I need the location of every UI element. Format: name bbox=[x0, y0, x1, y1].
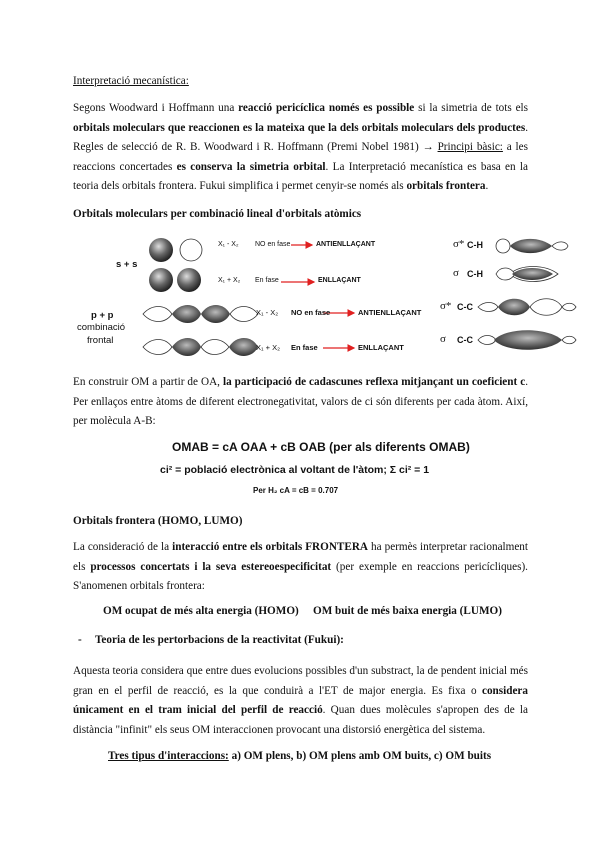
s-orbital-shaded bbox=[177, 268, 201, 292]
sigma-symbol: σ bbox=[440, 333, 446, 345]
formula-population: ci² = població electrònica al voltant de l'àtom; Σ ci² = 1 bbox=[160, 464, 430, 476]
phase-label: En fase bbox=[291, 343, 318, 352]
pp-label-combinacio: combinació bbox=[77, 322, 126, 333]
formula-om-ab: OMAB = cA OAA + cB OAB (per als diferents OMAB) bbox=[172, 440, 470, 454]
s-orbital-shaded bbox=[149, 238, 173, 262]
result-label: ANTIENLLAÇANT bbox=[316, 241, 376, 248]
bond-label: C-C bbox=[457, 335, 473, 345]
result-label: ANTIENLLAÇANT bbox=[358, 308, 422, 317]
sigma-symbol: σ bbox=[453, 267, 459, 279]
phase-label: NO en fase bbox=[255, 241, 291, 248]
p-orbital-pair-antibonding bbox=[143, 305, 258, 323]
paragraph-woodward-hoffmann: Segons Woodward i Hoffmann una reacció pericíclica només es possible si la simetria de tots els orbitals moleculars que reaccionen es la mateixa que la dels orbitals moleculars dels productes. Regles de selecció de R. B. Woodward i R. Hoffmann (Premi Nobel 1981) → Principi bàsic: a les reaccions concertades es conserva la simetria orbital. La Interpretació mecanística es basa en la teoria dels orbitals frontera. Fukui simplifica i permet cenyir-se només als orbitals frontera. bbox=[73, 102, 528, 192]
sigma-CC-orbital bbox=[478, 330, 576, 350]
combo-label: X₁ + X₂ bbox=[218, 277, 241, 284]
paragraph-fukui: Aquesta teoria considera que entre dues evolucions possibles d'un substract, la de pendent inicial més gran en el perfil de reacció, es la que conduirà a l'ET de major energia. Es fixa o considera únicament en el tram inicial del perfil de reacció. Quan dues molècules s'apropen des de la distància "infinit" els seus OM interaccionen provocant una distorsió energètica del sistema. bbox=[73, 665, 528, 736]
phase-label: En fase bbox=[255, 277, 279, 284]
bullet-dash: - bbox=[78, 634, 82, 646]
p-orbital-pair-bonding bbox=[143, 338, 258, 356]
sigma-symbol: σ* bbox=[440, 300, 452, 312]
bond-label: C-H bbox=[467, 269, 483, 279]
result-label: ENLLAÇANT bbox=[318, 277, 361, 284]
pp-label-frontal: frontal bbox=[87, 335, 114, 346]
ss-label: s + s bbox=[116, 259, 138, 270]
sigma-star-CC-orbital bbox=[478, 299, 576, 316]
combo-label: X₁ + X₂ bbox=[256, 343, 280, 352]
formula-h2: Per H₂ cA = cB = 0.707 bbox=[253, 486, 339, 495]
phase-label: NO en fase bbox=[291, 308, 331, 317]
sigma-symbol: σ* bbox=[453, 238, 465, 250]
s-orbital-white bbox=[180, 239, 202, 261]
sigma-CH-orbital bbox=[496, 267, 558, 282]
bond-label: C-H bbox=[467, 240, 483, 250]
section-heading-interpretacio: Interpretació mecanística: bbox=[73, 75, 189, 87]
combo-label: X₁ - X₂ bbox=[218, 241, 239, 248]
homo-label: OM ocupat de més alta energia (HOMO) bbox=[103, 605, 299, 617]
result-label: ENLLAÇANT bbox=[358, 343, 404, 352]
paragraph-frontera: La consideració de la interacció entre els orbitals FRONTERA ha permès interpretar racionalment els processos concertats i la seva estereoespecificitat (per exemple en reaccions pericícliques). S'anomenen orbitals frontera: bbox=[73, 541, 529, 592]
paragraph-coeficient: En construir OM a partir de OA, la participació de cadascunes reflexa mitjançant un coeficient c. Per enllaços entre àtoms de diferent electronegativitat, valors de ci són diferents per cada àtom. Així, per molècula A-B: bbox=[73, 376, 528, 427]
sigma-star-CH-orbital bbox=[496, 239, 568, 253]
bullet-fukui: Teoria de les pertorbacions de la reactivitat (Fukui): bbox=[95, 634, 344, 646]
section-heading-orbitals-frontera: Orbitals frontera (HOMO, LUMO) bbox=[73, 515, 243, 527]
pp-label: p + p bbox=[91, 310, 114, 321]
s-orbital-shaded bbox=[149, 268, 173, 292]
combo-label: X₁ - X₂ bbox=[256, 308, 279, 317]
figure-title: Orbitals moleculars per combinació lineal d'orbitals atòmics bbox=[73, 208, 362, 220]
lumo-label: OM buit de més baixa energia (LUMO) bbox=[313, 605, 502, 617]
bond-label: C-C bbox=[457, 302, 473, 312]
three-types-line: Tres tipus d'interaccions: a) OM plens, b) OM plens amb OM buits, c) OM buits bbox=[108, 750, 492, 762]
